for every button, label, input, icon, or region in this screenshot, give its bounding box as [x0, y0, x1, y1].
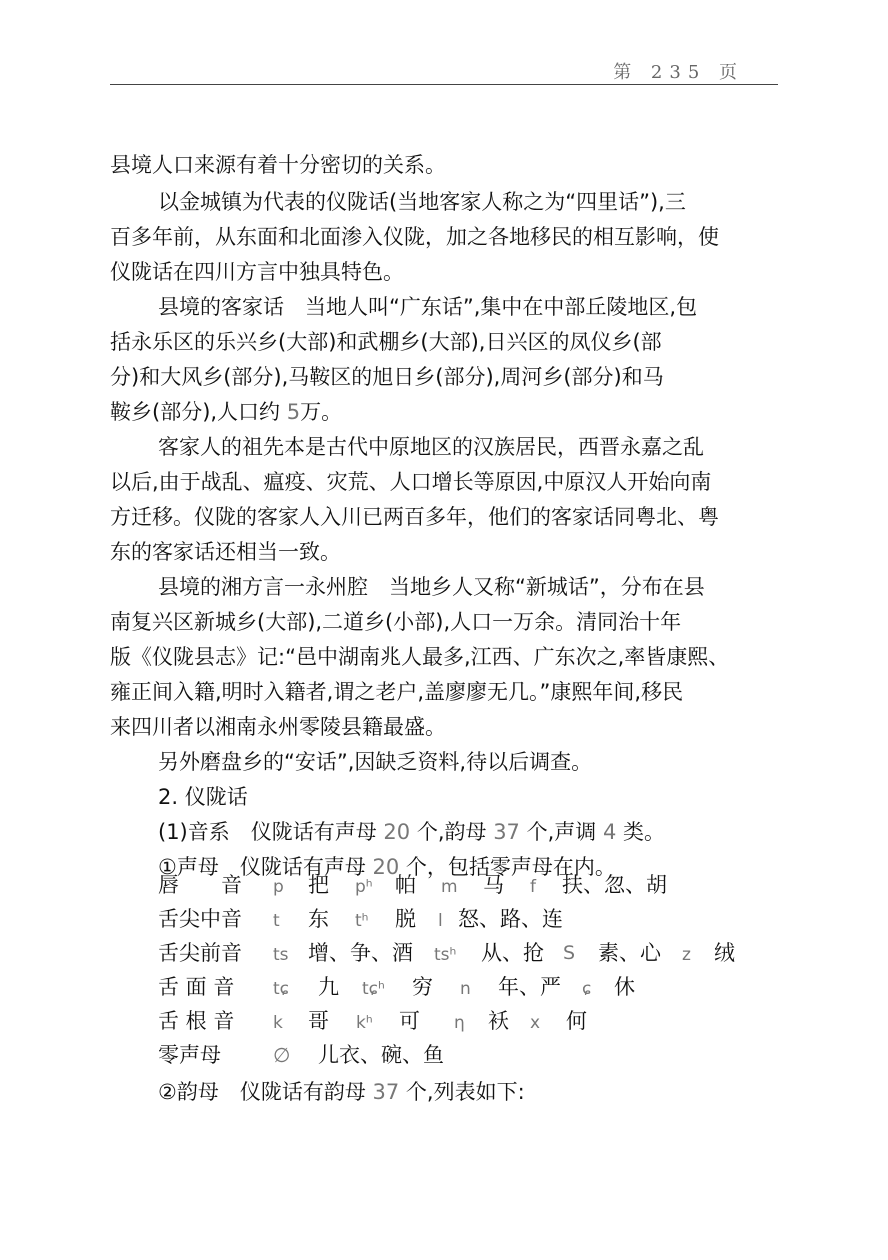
- section-heading: 2. 仪陇话: [158, 785, 248, 809]
- paragraph-line: 方迁移。仪陇的客家人入川已两百多年，他们的客家话同粤北、粤: [110, 505, 719, 529]
- table-row: [158, 870, 838, 900]
- ipa-symbol: ∅: [273, 1043, 291, 1067]
- table-row: [158, 938, 838, 968]
- example-chars: 素、心: [598, 941, 661, 965]
- example-chars: 何: [566, 1009, 587, 1033]
- ipa-symbol: tsʰ: [434, 945, 457, 965]
- number: 20: [372, 855, 400, 879]
- ipa-symbol: z: [682, 945, 691, 965]
- ipa-symbol: f: [530, 877, 536, 897]
- number: 37: [372, 1080, 400, 1104]
- ipa-symbol: tʰ: [355, 911, 369, 931]
- ipa-symbol: η: [454, 1013, 465, 1033]
- number: 4: [602, 820, 617, 844]
- paragraph-line: 南复兴区新城乡(大部),二道乡(小部),人口一万余。清同治十年: [110, 610, 682, 634]
- row-label: 舌尖前音: [158, 941, 242, 965]
- text-run: 个,列表如下:: [399, 1080, 525, 1104]
- row-label: 唇 音: [158, 873, 242, 897]
- text-run: 鞍乡(部分),人口约: [110, 400, 287, 424]
- ipa-symbol: pʰ: [355, 877, 373, 897]
- ipa-symbol: l: [438, 911, 443, 931]
- ipa-symbol: k: [273, 1013, 283, 1033]
- paragraph-line: 版《仪陇县志》记:“邑中湖南兆人最多,江西、广东次之,率皆康熙、: [110, 645, 730, 669]
- paragraph-line: 以后,由于战乱、瘟疫、灾荒、人口增长等原因,中原汉人开始向南: [110, 470, 712, 494]
- example-chars: 怒、路、连: [458, 907, 563, 931]
- row-label: 舌 根 音: [158, 1009, 235, 1033]
- paragraph-line: 县境人口来源有着十分密切的关系。: [110, 153, 446, 177]
- table-row: [158, 1006, 838, 1036]
- example-chars: 哥: [308, 1009, 329, 1033]
- ipa-symbol: ɕ: [582, 979, 592, 999]
- ipa-symbol: t: [273, 911, 280, 931]
- number: 37: [493, 820, 520, 844]
- paragraph-line: 雍正间入籍,明时入籍者,谓之老户,盖廖廖无几。”康熙年间,移民: [110, 680, 684, 704]
- ipa-symbol: n: [460, 979, 471, 999]
- ipa-symbol: tɕʰ: [362, 979, 385, 999]
- example-chars: 扶、忽、胡: [562, 873, 667, 897]
- paragraph-line: 百多年前，从东面和北面渗入仪陇，加之各地移民的相互影响，使: [110, 225, 719, 249]
- paragraph-line: 仪陇话在四川方言中独具特色。: [110, 260, 404, 284]
- table-row: [158, 904, 838, 934]
- paragraph-line: 县境的湘方言一永州腔 当地乡人又称“新城话”，分布在县: [158, 575, 705, 599]
- table-row: [158, 972, 838, 1002]
- example-chars: 九: [318, 975, 339, 999]
- paragraph-line: [158, 1077, 838, 1107]
- text-run: ①声母 仪陇话有声母: [158, 855, 373, 879]
- paragraph-line: 县境的客家话 当地人叫“广东话”,集中在中部丘陵地区,包: [158, 295, 698, 319]
- example-chars: 年、严: [498, 975, 561, 999]
- example-chars: 增、争、酒: [308, 941, 413, 965]
- ipa-symbol: kʰ: [356, 1013, 373, 1033]
- ipa-symbol: S: [563, 942, 576, 964]
- example-chars: 可: [399, 1009, 420, 1033]
- paragraph-line: 客家人的祖先本是古代中原地区的汉族居民，西晋永嘉之乱: [158, 435, 704, 459]
- text-run: 个，包括零声母在内。: [399, 855, 616, 879]
- example-chars: 绒: [714, 941, 735, 965]
- example-chars: 把: [308, 873, 329, 897]
- page-header: [110, 52, 778, 85]
- paragraph-line: 括永乐区的乐兴乡(大部)和武棚乡(大部),日兴区的凤仪乡(部: [110, 330, 662, 354]
- example-chars: 穷: [412, 975, 433, 999]
- text-run: 个,韵母: [410, 820, 494, 844]
- number: 20: [383, 820, 411, 844]
- example-chars: 儿衣、碗、鱼: [318, 1043, 444, 1067]
- example-chars: 脱: [395, 907, 416, 931]
- row-label: 舌尖中音: [158, 907, 242, 931]
- text-run: 类。: [616, 820, 666, 844]
- example-chars: 袄: [488, 1009, 509, 1033]
- example-chars: 东: [308, 907, 329, 931]
- text-run: ②韵母 仪陇话有韵母: [158, 1080, 373, 1104]
- paragraph-line: 来四川者以湘南永州零陵县籍最盛。: [110, 715, 446, 739]
- ipa-symbol: m: [441, 877, 458, 897]
- ipa-symbol: ts: [273, 945, 289, 965]
- number: 5: [286, 400, 301, 424]
- paragraph-line: 分)和大风乡(部分),马鞍区的旭日乡(部分),周河乡(部分)和马: [110, 365, 664, 389]
- paragraph-line: 东的客家话还相当一致。: [110, 540, 341, 564]
- text-run: 个,声调: [519, 820, 603, 844]
- example-chars: 帕: [395, 873, 416, 897]
- text-run: (1)音系 仪陇话有声母: [158, 820, 384, 844]
- text-run: 万。: [300, 400, 343, 424]
- ipa-symbol: p: [273, 877, 284, 897]
- paragraph-line: 以金城镇为代表的仪陇话(当地客家人称之为“四里话”),三: [158, 190, 686, 214]
- paragraph-line: [158, 817, 838, 847]
- example-chars: 从、抢: [481, 941, 544, 965]
- row-label: 零声母: [158, 1043, 221, 1067]
- table-row: [158, 1040, 838, 1070]
- page-number: 第 235 页: [613, 62, 744, 83]
- ipa-symbol: tɕ: [273, 979, 290, 999]
- paragraph-line: [110, 397, 790, 427]
- paragraph-line: 另外磨盘乡的“安话”,因缺乏资料,待以后调查。: [158, 750, 593, 774]
- row-label: 舌 面 音: [158, 975, 235, 999]
- example-chars: 马: [483, 873, 504, 897]
- ipa-symbol: x: [530, 1013, 541, 1033]
- example-chars: 休: [614, 975, 635, 999]
